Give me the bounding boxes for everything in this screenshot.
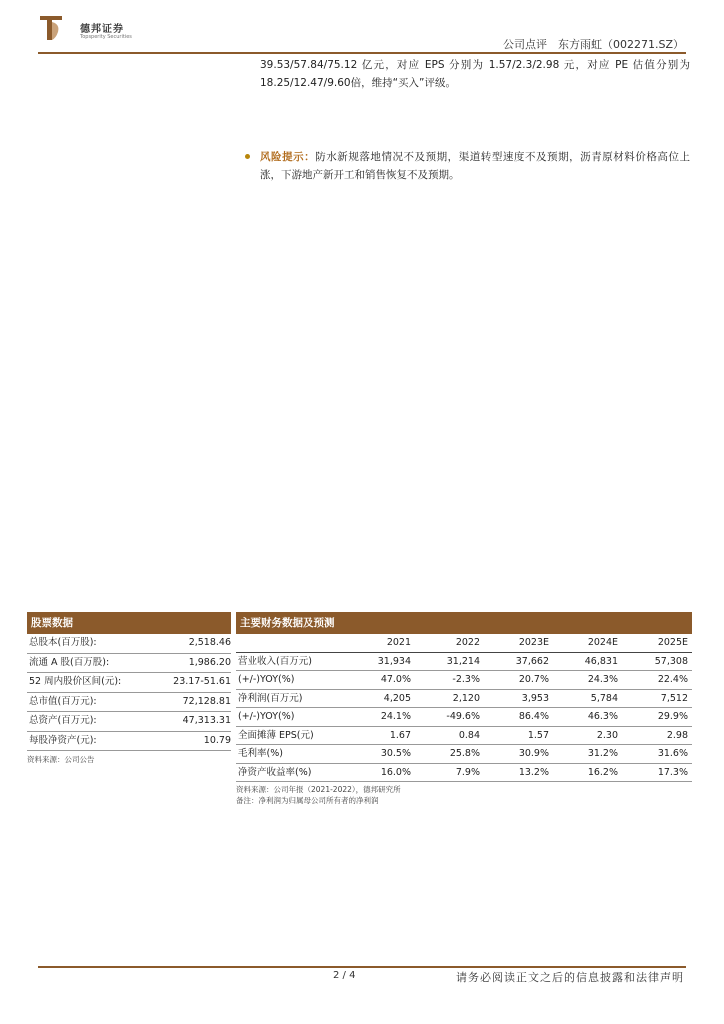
row-label: 流通 A 股(百万股): (29, 656, 110, 668)
table-cell: 37,662 (484, 653, 553, 672)
bullet-icon (245, 154, 250, 159)
stock-data-table (27, 612, 231, 765)
table-row (27, 634, 231, 654)
rating-paragraph: 39.53/57.84/75.12 亿元，对应 EPS 分别为 1.57/2.3/2.98 元，对应 PE 估值分别为 18.25/12.47/9.60倍，维持“买入”评级。 (260, 59, 690, 89)
fin-table-note: 备注：净利润为归属母公司所有者的净利润 (236, 796, 379, 805)
table-cell: 1.57 (484, 727, 553, 746)
row-label: 总市值(百万元): (29, 695, 97, 707)
row-label: 全面摊薄 EPS(元) (236, 727, 346, 746)
page-number: 2 / 4 (333, 970, 356, 981)
table-cell: 24.3% (553, 671, 622, 690)
table-cell: 20.7% (484, 671, 553, 690)
stock-table-title: 股票数据 (27, 612, 231, 634)
risk-text: 防水新规落地情况不及预期，渠道转型速度不及预期，沥青原材料价格高位上涨，下游地产新开工和销售恢复不及预期。 (260, 151, 691, 181)
table-cell: 4,205 (346, 690, 415, 709)
table-row (27, 673, 231, 693)
brand-name: 德邦证券 (80, 24, 124, 35)
fin-table-title: 主要财务数据及预测 (236, 612, 692, 634)
stock-table-source: 资料来源：公司公告 (27, 755, 95, 764)
fin-table-source: 资料来源：公司年报（2021-2022），德邦研究所 (236, 785, 401, 794)
row-value: 47,313.31 (182, 715, 231, 726)
table-cell: 31,934 (346, 653, 415, 672)
table-cell: 2,120 (415, 690, 484, 709)
table-cell: 47.0% (346, 671, 415, 690)
risk-paragraph (260, 148, 690, 184)
table-cell: -2.3% (415, 671, 484, 690)
table-cell: 17.3% (622, 764, 692, 783)
row-label: 每股净资产(元): (29, 734, 97, 746)
row-label: 毛利率(%) (236, 745, 346, 764)
row-value: 72,128.81 (182, 695, 231, 707)
brand-name-en: Topsperity Securities (80, 34, 132, 40)
row-label: (+/-)YOY(%) (236, 708, 346, 727)
table-cell: 7.9% (415, 764, 484, 783)
table-cell: 25.8% (415, 745, 484, 764)
table-cell: 16.0% (346, 764, 415, 783)
row-label: 营业收入(百万元) (236, 653, 346, 672)
report-header: 公司点评 东方雨虹（002271.SZ） (502, 38, 684, 51)
row-label: 总资产(百万元): (29, 715, 97, 726)
table-cell: 2.98 (622, 727, 692, 746)
brand-logo-icon (38, 14, 64, 42)
table-cell: 16.2% (553, 764, 622, 783)
row-label: (+/-)YOY(%) (236, 671, 346, 690)
table-cell: 57,308 (622, 653, 692, 672)
table-cell: 2.30 (553, 727, 622, 746)
table-cell: 31.2% (553, 745, 622, 764)
row-value: 1,986.20 (188, 656, 231, 668)
table-cell: 31,214 (415, 653, 484, 672)
table-cell: 30.9% (484, 745, 553, 764)
table-cell: 46.3% (553, 708, 622, 727)
table-cell: 5,784 (553, 690, 622, 709)
table-row (27, 693, 231, 713)
row-value: 10.79 (203, 734, 231, 746)
table-cell: 3,953 (484, 690, 553, 709)
table-cell: 24.1% (346, 708, 415, 727)
table-cell: 22.4% (622, 671, 692, 690)
table-cell: 13.2% (484, 764, 553, 783)
table-cell: 7,512 (622, 690, 692, 709)
footer-divider (38, 966, 686, 968)
row-value: 2,518.46 (188, 637, 231, 648)
table-cell: 86.4% (484, 708, 553, 727)
column-header: 2022 (415, 634, 484, 653)
row-label: 52 周内股价区间(元): (29, 676, 122, 687)
table-row (27, 654, 231, 674)
row-label: 净资产收益率(%) (236, 764, 346, 783)
financial-forecast-table (236, 612, 692, 806)
header-divider (38, 52, 686, 54)
table-cell: 1.67 (346, 727, 415, 746)
table-cell: 31.6% (622, 745, 692, 764)
column-header (236, 634, 346, 653)
table-cell: 29.9% (622, 708, 692, 727)
footer-disclaimer: 请务必阅读正文之后的信息披露和法律声明 (456, 971, 684, 984)
table-row (27, 712, 231, 732)
fin-table-grid (236, 634, 692, 782)
column-header: 2021 (346, 634, 415, 653)
column-header: 2024E (553, 634, 622, 653)
row-label: 净利润(百万元) (236, 690, 346, 709)
column-header: 2025E (622, 634, 692, 653)
column-header: 2023E (484, 634, 553, 653)
table-cell: 30.5% (346, 745, 415, 764)
table-cell: -49.6% (415, 708, 484, 727)
table-cell: 46,831 (553, 653, 622, 672)
row-value: 23.17-51.61 (173, 676, 231, 687)
table-row (27, 732, 231, 752)
row-label: 总股本(百万股): (29, 637, 97, 648)
table-cell: 0.84 (415, 727, 484, 746)
risk-label: 风险提示： (260, 151, 316, 163)
